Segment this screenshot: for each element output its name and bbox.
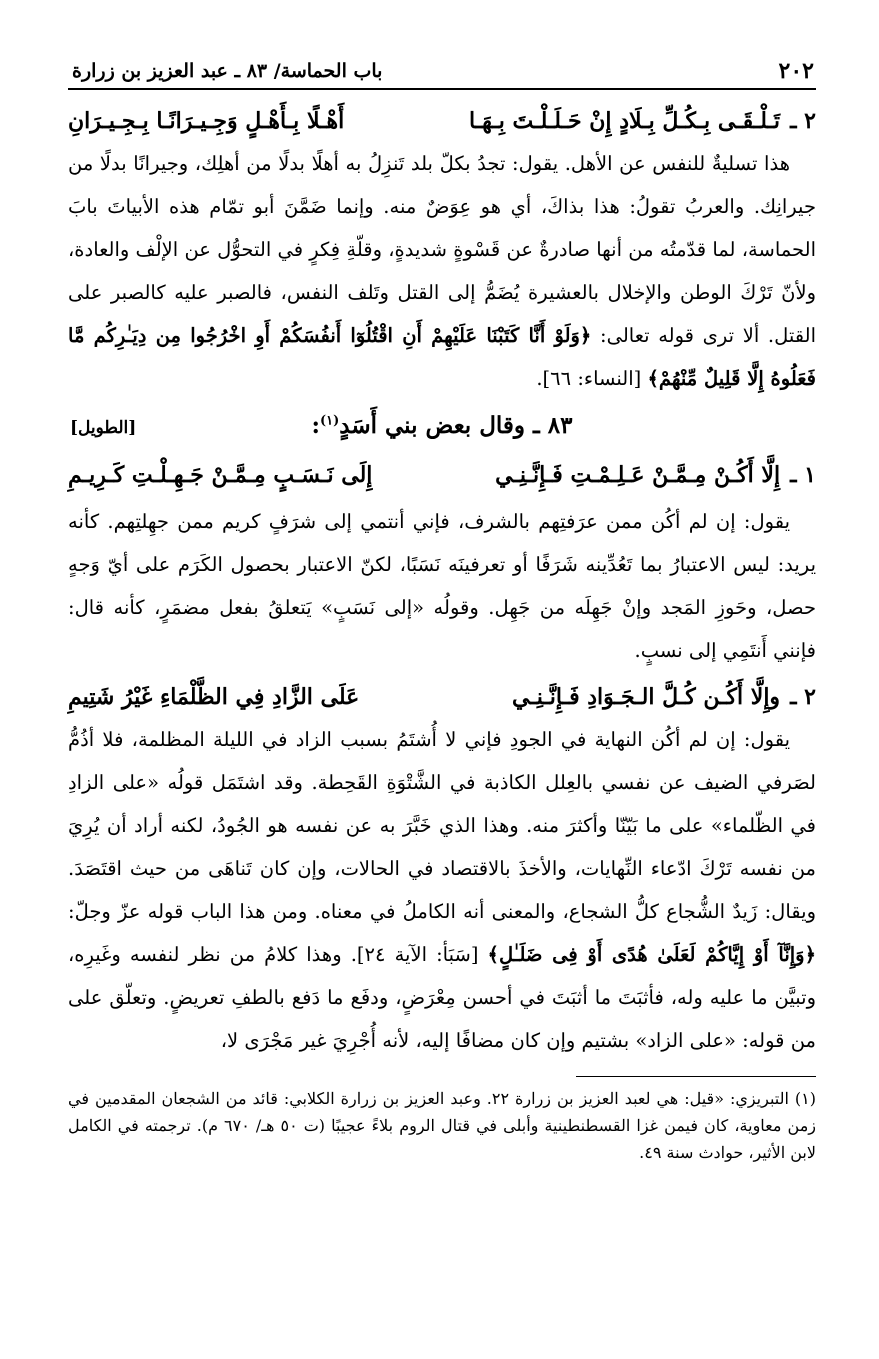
commentary-paragraph-3 bbox=[68, 718, 816, 1062]
book-page bbox=[68, 52, 816, 1166]
page-number: ٢٠٢ bbox=[778, 58, 814, 84]
verse-number: ٢ ـ bbox=[790, 684, 816, 710]
running-title: باب الحماسة/ ٨٣ ـ عبد العزيز بن زرارة bbox=[72, 60, 383, 82]
commentary-paragraph-1 bbox=[68, 142, 816, 400]
second-hemistich: إِلَى نَـسَـبٍ مِـمَّـنْ جَـهِـلْـتِ كَـرِيـمِ bbox=[68, 462, 373, 488]
footnote-marker[interactable]: (١) bbox=[319, 413, 340, 429]
text-line: بحصول الكَرَم على أيّ وَجهٍ حصل، وحَوزِ المَجد وإنْ جَهِلَه من جَهِل. وقولُه «إلى bbox=[68, 553, 817, 619]
second-hemistich: أَهْـلًا بِـأَهْـلٍ وَجِـيـرَانًـا بِـجِـيـرَانِ bbox=[68, 108, 345, 134]
quran-quote: ﴿وَلَوْ أَنَّا كَتَبْنَا عَلَيْهِمْ أَنِ اقْتُلُوٓا أَنفُسَكُمْ أَوِ اخْرُجُوا مِن دِيَـٰرِكُم مَّا فَعَلُوهُ إِلَّا قَلِيلٌ مِّنْهُمْ﴾ bbox=[68, 324, 816, 390]
first-hemistich: وإِلَّا أَكُـن كُـلَّ الـجَـوَادِ فَـإِنَّـنِـي bbox=[511, 684, 781, 710]
poetic-meter: [الطويل] bbox=[70, 418, 137, 438]
text-line: عليه وله، فأثبَتَ ما أثبَتَ في أحسن مِعْرَضٍ، ودفَع ما دَفع بالطفِ تعريضٍ. وتعلّق bbox=[109, 986, 745, 1009]
title-colon: : bbox=[311, 412, 320, 439]
text-line: هذا تسليةٌ للنفس عن الأهل. يقول: تجدُ بكلّ بلد تَنزِلُ به أهلًا بدلًا من bbox=[246, 152, 790, 175]
verse-2-previous-poem bbox=[68, 104, 816, 138]
text-line: نفسه هو الجُودُ، لكنه أراد أن يُرِيَ من نفسه تَرْكَ ادّعاء النِّهايات، والأخذَ بالاقتصاد bbox=[68, 814, 816, 880]
verse-number: ٢ ـ bbox=[790, 108, 816, 134]
verse-2 bbox=[68, 680, 816, 714]
text-line: على من قوله: «على الزاد» بشتيم وإن كان مضافًا إليه، لأنه أُجْرِيَ غير مَجْرَى لا، bbox=[68, 986, 816, 1052]
text-line: اشتَمَل قولُه «على الزادِ في الظّلماء» على ما بَيّنّا وأكثرَ منه. وهذا الذي خَبَّرَ به عن bbox=[68, 771, 816, 837]
verse-1 bbox=[68, 458, 816, 492]
text-line: يقول: إن لم أكُن ممن عرَفتِهم بالشرف، فإني أنتمي إلى شرَفٍ كريم ممن bbox=[177, 510, 790, 533]
text-line: [سَبَأ: الآية ٢٤]. وهذا كلامُ من نظر لنفسه وغَيرِه، وتبيَّن ما bbox=[68, 943, 817, 1009]
text-line: يُضَمُّ إلى القتل وتَلف النفس، فالصبر عليه كالصبر على القتل. ألا ترى قوله تعالى: bbox=[68, 281, 816, 347]
footnote-1: (١) التبريزي: «قيل: هي لعبد العزيز بن زرارة ٢٢. وعبد العزيز بن زرارة الكلابي: قائد من الشجعان المقدمين في زمن معاوية، كان فيمن غزا القسطنطينية وأبلى في قتال الروم بلاءً عجيبًا (ت ٥٠ هـ/ ٦٧٠ م). ترجمته في الكامل لابن الأثير، حوادث سنة ٤٩. bbox=[68, 1089, 816, 1162]
text-line: يقول: إن لم أكُن النهاية في الجودِ فإني لا أُشتَمُ بسبب الزاد في الليلة bbox=[213, 728, 790, 751]
poem-heading bbox=[68, 410, 816, 450]
quran-citation: [النساء: ٦٦]. bbox=[536, 367, 642, 390]
second-hemistich: عَلَى الزَّادِ فِي الظَّلْمَاءِ غَيْرُ شَتِيمِ bbox=[68, 684, 360, 710]
first-hemistich: تَـلْـقَـى بِـكُـلِّ بِـلَادٍ إِنْ حَـلَـلْـتَ بِـهَـا bbox=[469, 108, 781, 134]
text-line: والمعنى أنه الكاملُ في معناه. ومن هذا الباب قوله عزّ وجلّ: bbox=[68, 900, 556, 923]
text-line: نَسَبٍ» يَتعلقُ بفعل مضمَرٍ، كأنه قال: فإنني أَنتَمِي إلى نسبٍ. bbox=[68, 596, 816, 662]
text-line: شديدةٍ، وقلّةِ فِكرٍ في التحوُّل عن الإلْف والعادة، ولأنّ تَرْكَ الوطن والإخلال بالعشيرة bbox=[68, 238, 817, 304]
first-hemistich: إِلَّا أَكُـنْ مِـمَّـنْ عَـلِـمْـتِ فَـإِنَّـنِـي bbox=[495, 462, 781, 488]
quran-quote: ﴿وَإِنَّآ أَوْ إِيَّاكُمْ لَعَلَىٰ هُدًى أَوْ فِى ضَلَـٰلٍ﴾ bbox=[487, 943, 817, 966]
running-header bbox=[68, 52, 816, 90]
text-line: وإنما ضَمَّنَ أبو تمّام هذه الأبياتَ بابَ الحماسة، لما قدّمتُه من أنها صادرةٌ عن قَسْوةٍ bbox=[68, 195, 816, 261]
text-line: في الحالات، وإن كان تَناهَى من حيث اقتَصَدَ. ويقال: زَيدٌ الشُّجاع كلُّ الشجاع، bbox=[68, 857, 817, 923]
text-line: المظلمة، فلا أذُمُّ لصَرفي الضيف عن نفسي بالعِلل الكاذبة في الشَّتْوَةِ القَحِطة. وقد bbox=[68, 728, 816, 794]
poem-title: ٨٣ ـ وقال بعض بني أَسَدٍ bbox=[339, 412, 573, 439]
commentary-paragraph-2 bbox=[68, 500, 816, 672]
text-line: أهلِك، وجيرانًا بدلًا من جيرانِك. والعربُ تقولُ: هذا بذاكَ، أي هو عِوَضٌ منه. bbox=[68, 152, 817, 218]
text-line: جهِلتِهم. كأنه يريد: ليس الاعتبارُ بما تَعُدِّينه شَرَفًا أو تعرفينَه نَسَبًا، لكنّ الاعتبار bbox=[68, 510, 816, 576]
verse-number: ١ ـ bbox=[790, 462, 816, 488]
